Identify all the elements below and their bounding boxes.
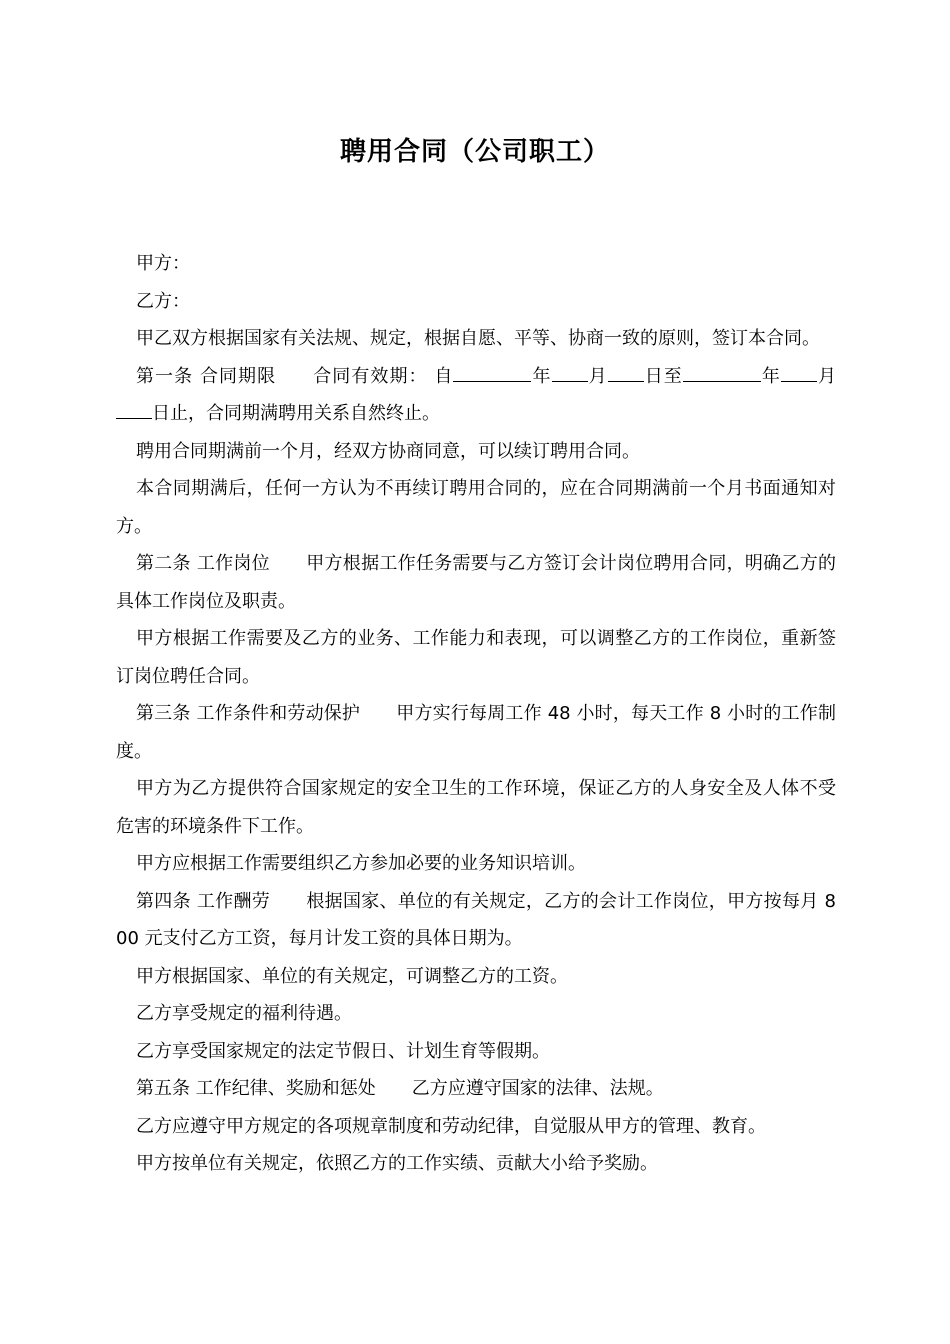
end-day-blank [116,402,152,419]
article-5-discipline: 乙方应遵守甲方规定的各项规章制度和劳动纪律，自觉服从甲方的管理、教育。 [136,1115,766,1137]
document-title: 聘用合同（公司职工） [339,137,610,167]
article-4-welfare: 乙方享受规定的福利待遇。 [136,1003,352,1024]
year2-text: 年 [760,365,781,387]
article-4-salary-adjust: 甲方根据国家、单位的有关规定，可调整乙方的工资。 [136,965,568,987]
start-month-blank [552,365,588,382]
article-3-paragraph [116,695,836,770]
end-year-blank [683,365,761,382]
party-a-line: 甲方： [136,253,190,274]
preamble-paragraph: 甲乙双方根据国家有关法规、规定，根据自愿、平等、协商一致的原则，签订本合同。 [136,328,820,349]
article-5-rewards: 甲方按单位有关规定，依照乙方的工作实绩、贡献大小给予奖励。 [136,1153,658,1174]
article-3-heading: 第三条 工作条件和劳动保护 [136,703,361,724]
article-2-text: 甲方根据工作任务需要与乙方签订会计岗位聘用合同，明确乙方的具体工作岗位及职责。 [116,553,836,612]
article-3-text: 甲方实行每周工作 48 小时，每天工作 8 小时的工作制度。 [116,703,836,762]
article-4-holidays: 乙方享受国家规定的法定节假日、计划生育等假期。 [136,1040,550,1062]
month-text: 月 [587,365,608,387]
article-2-adjust: 甲方根据工作需要及乙方的业务、工作能力和表现，可以调整乙方的工作岗位，重新签订岗位聘任合同。 [116,628,836,687]
article-1-ending: 日止，合同期满聘用关系自然终止。 [152,403,440,424]
validity-label: 合同有效期： [312,365,428,387]
article-2-heading: 第二条 工作岗位 [136,553,270,574]
article-4-heading: 第四条 工作酬劳 [136,890,271,912]
article-3-training: 甲方应根据工作需要组织乙方参加必要的业务知识培训。 [136,853,586,874]
article-1-notice: 本合同期满后，任何一方认为不再续订聘用合同的，应在合同期满前一个月书面通知对方。 [116,478,836,537]
day-to-text: 日至 [643,365,683,387]
article-1-paragraph [116,358,836,433]
year-text: 年 [531,365,552,387]
article-3-environment: 甲方为乙方提供符合国家规定的安全卫生的工作环境，保证乙方的人身安全及人体不受危害的环境条件下工作。 [116,778,836,837]
article-5-heading: 第五条 工作纪律、奖励和惩处 [136,1078,376,1099]
end-month-blank [781,365,817,382]
start-day-blank [608,365,644,382]
from-text: 自 [434,365,454,387]
article-5-paragraph [116,1070,836,1108]
article-2-paragraph [116,545,836,620]
article-4-text: 根据国家、单位的有关规定，乙方的会计工作岗位，甲方按每月 800 元支付乙方工资，每月计发工资的具体日期为。 [116,890,836,949]
article-4-paragraph [116,883,836,958]
party-b-line: 乙方： [136,290,190,312]
article-5-text: 乙方应遵守国家的法律、法规。 [411,1078,664,1099]
start-year-blank [453,365,531,382]
article-1-renewal: 聘用合同期满前一个月，经双方协商同意，可以续订聘用合同。 [136,440,640,462]
article-1-heading: 第一条 合同期限 [136,365,277,387]
month2-text: 月 [816,365,837,387]
document-body [116,245,836,1183]
